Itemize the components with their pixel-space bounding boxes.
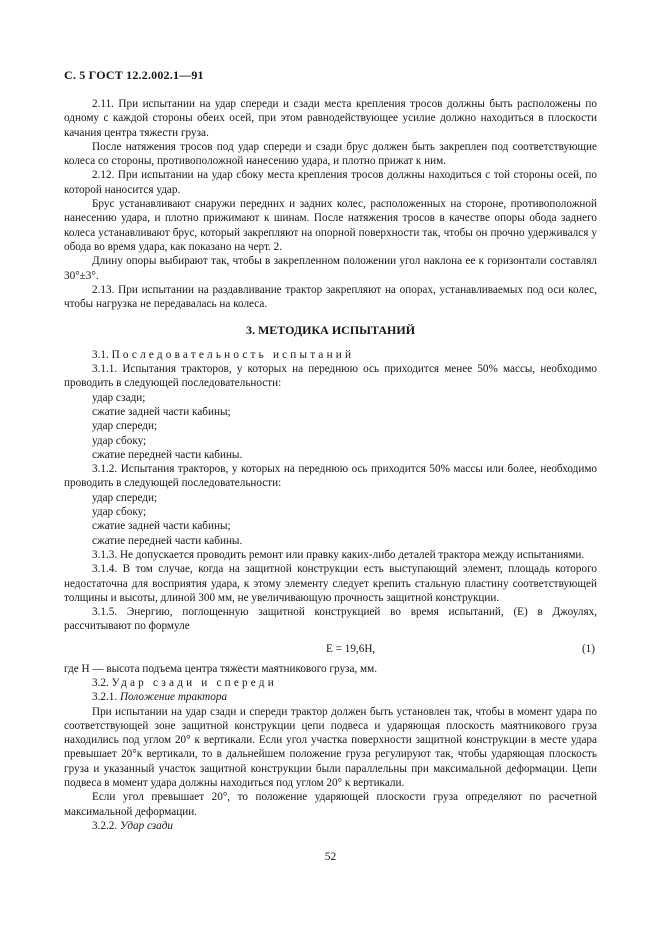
paragraph-3-2-1-b: Если угол превышает 20°, то положение ударяющей плоскости груза определяют по расчетной максимальной деформации. <box>64 791 597 818</box>
page-header: С. 5 ГОСТ 12.2.002.1—91 <box>64 68 204 82</box>
page-number: 52 <box>324 851 337 863</box>
subsection-3-2-1 <box>64 690 597 704</box>
paragraph-2-11-cont: После натяжения тросов под удар спереди и сзади брус должен быть закреплен под соответствующие колеса со стороны, противоположной нанесению удара, и плотно прижат к ним. <box>64 140 597 168</box>
formula-expression: E = 19,6H, <box>326 642 376 655</box>
list-item: сжатие передней части кабины. <box>92 448 243 461</box>
list-item: удар спереди; <box>92 420 158 433</box>
paragraph-3-1-3: 3.1.3. Не допускается проводить ремонт или правку каких-либо деталей трактора между испытаниями. <box>92 548 585 561</box>
list-item: сжатие передней части кабины. <box>92 534 243 547</box>
document-body <box>64 97 597 833</box>
list-item: удар сбоку; <box>92 434 147 447</box>
subsection-3-2-title: Удар сзади и спереди <box>111 676 277 689</box>
subsection-3-2 <box>64 676 597 690</box>
paragraph-3-1-1: 3.1.1. Испытания тракторов, у которых на переднюю ось приходится менее 50% массы, необходимо проводить в следующей последовательности: <box>64 363 597 390</box>
list-item: удар сзади; <box>92 391 146 404</box>
list-item: сжатие задней части кабины; <box>92 405 231 418</box>
paragraph-3-1-2: 3.1.2. Испытания тракторов, у которых на переднюю ось приходится 50% массы или более, необходимо проводить в следующей последовательности: <box>64 463 597 490</box>
subsection-3-2-2 <box>64 819 597 833</box>
paragraph-2-13: 2.13. При испытании на раздавливание трактор закрепляют на опорах, устанавливаемых под оси колес, чтобы нагрузка не передавалась на колеса. <box>64 283 597 311</box>
paragraph-2-11: 2.11. При испытании на удар спереди и сзади места крепления тросов должны быть расположены по одному с каждой стороны обеих осей, при этом равнодействующее усилие должно находиться в плоскости качания центра тяжести груза. <box>64 98 597 139</box>
subsection-3-2-1-number: 3.2.1. <box>92 691 118 704</box>
subsection-3-1-number: 3.1. <box>92 348 109 361</box>
paragraph-3-1-5: 3.1.5. Энергию, поглощенную защитной конструкцией во время испытаний, (Е) в Джоулях, рассчитывают по формуле <box>64 606 597 633</box>
list-item: сжатие задней части кабины; <box>92 520 231 533</box>
formula-number: (1) <box>581 642 595 655</box>
list-item: удар сбоку; <box>92 506 147 519</box>
formula <box>64 640 597 660</box>
paragraph-2-12: 2.12. При испытании на удар сбоку места крепления тросов должны находиться с той стороны осей, по которой наносится удар. <box>64 169 597 196</box>
subsection-3-1 <box>64 348 597 362</box>
subsection-3-1-title: Последовательность испытаний <box>111 348 355 361</box>
paragraph-2-12-length: Длину опоры выбирают так, чтобы в закрепленном положении угол наклона ее к горизонтали составлял 30°±3°. <box>64 255 597 282</box>
subsection-3-2-1-title: Положение трактора <box>119 691 228 704</box>
list-item: удар спереди; <box>92 491 158 504</box>
paragraph-2-12-cont: Брус устанавливают снаружи передних и задних колес, расположенных на стороне, противоположной нанесению удара, и плотно прижимают к шинам. После натяжения тросов в качестве опоры обода заднего колеса устанавливают брус, который закрепляют на опорной поверхности так, чтобы он прочно удерживался у обода во время удара, как показано на черт. 2. <box>64 198 597 253</box>
formula-where: где H — высота подъема центра тяжести маятникового груза, мм. <box>64 662 377 675</box>
section-title: 3. МЕТОДИКА ИСПЫТАНИЙ <box>245 323 416 338</box>
subsection-3-2-2-number: 3.2.2. <box>92 819 118 832</box>
paragraph-3-1-4: 3.1.4. В том случае, когда на защитной конструкции есть выступающий элемент, площадь которого недостаточна для восприятия удара, к этому элементу следует крепить стальную пластину соответствующей толщины и высоты, длиной 300 мм, не увеличивающую прочность защитной конструкции. <box>64 563 597 604</box>
subsection-3-2-2-title: Удар сзади <box>119 819 174 832</box>
paragraph-3-2-1-a: При испытании на удар сзади и спереди трактор должен быть установлен так, чтобы в момент удара по соответствующей зоне защитной конструкции цепи подвеса и ударяющая плоскость маятникового груза находились под углом 20° к вертикали. Если угол участка поверхности защитной конструкции в месте удара превышает 20°к вертикали, то в дальнейшем положение груза регулируют так, чтобы ударяющая плоскость груза и указанный участок защитной конструкции были параллельны при максимальной деформации. Цепи подвеса в момент удара должны находиться под углом 20° к вертикали. <box>64 705 597 790</box>
subsection-3-2-number: 3.2. <box>92 676 109 689</box>
